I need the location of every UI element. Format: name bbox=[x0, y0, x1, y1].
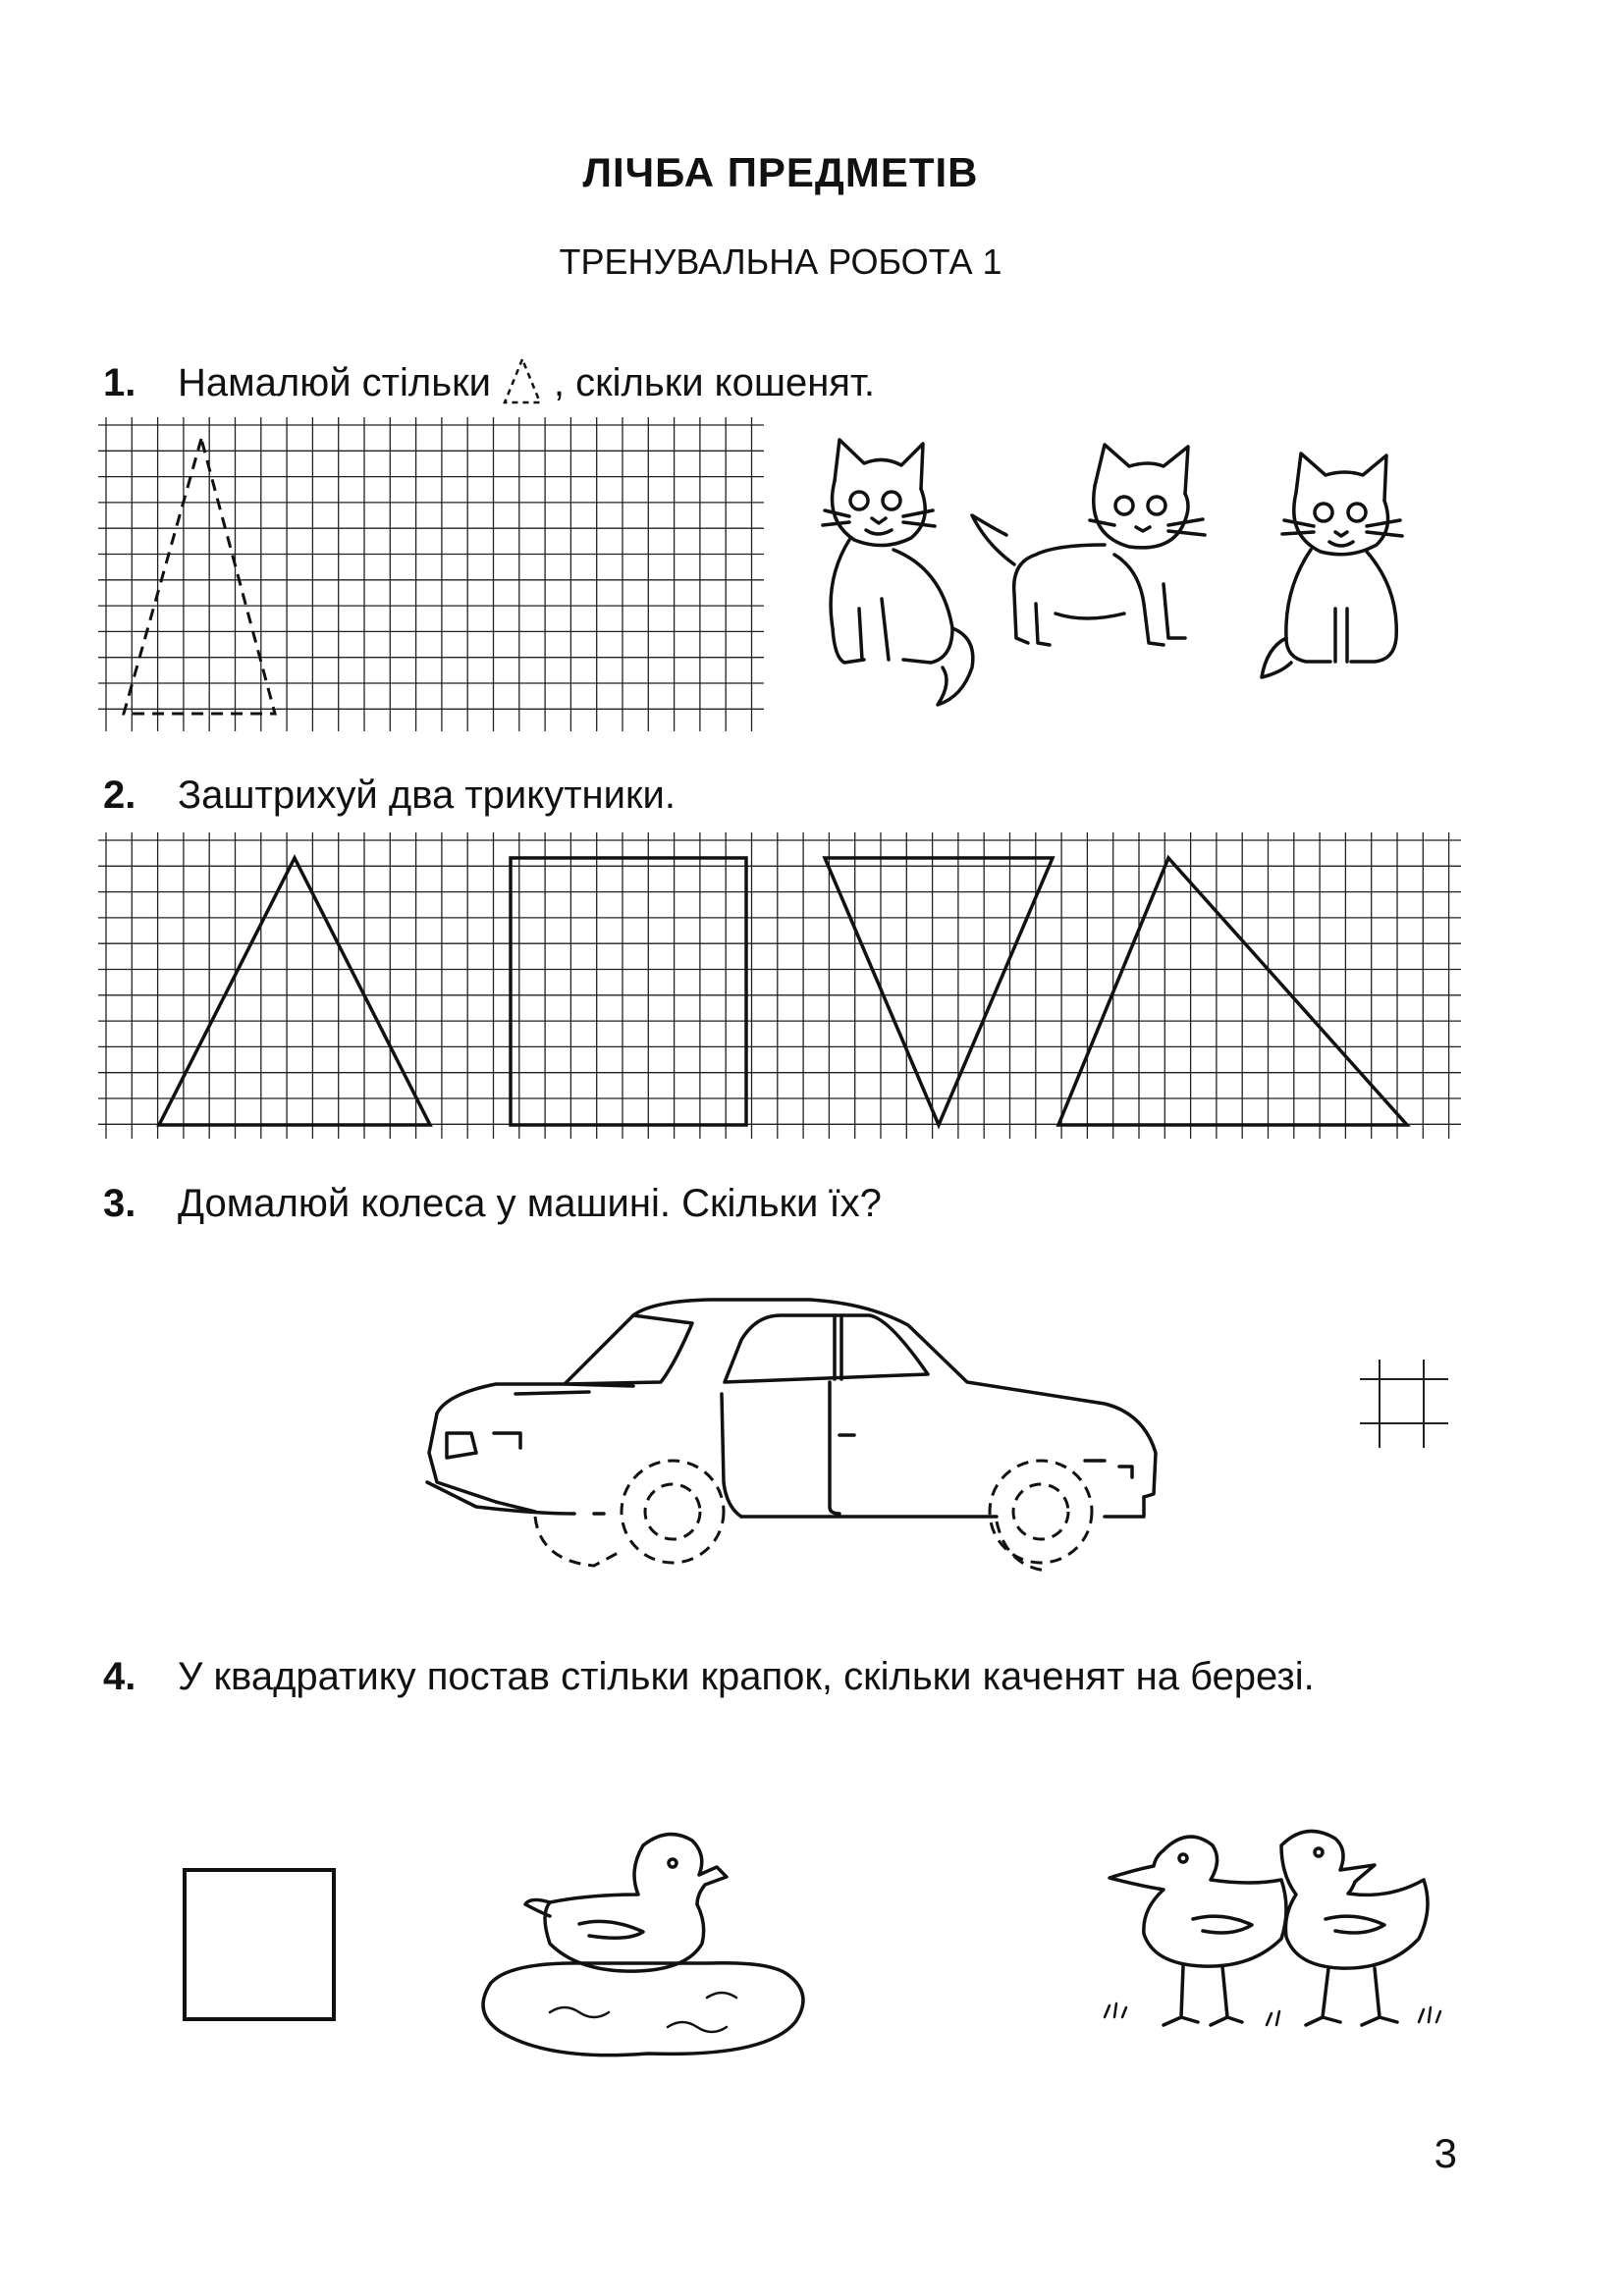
kitten-front bbox=[1257, 442, 1438, 692]
two-ducklings-on-shore bbox=[1095, 1821, 1448, 2066]
task-4-answer-square[interactable] bbox=[183, 1868, 336, 2021]
duckling-in-puddle bbox=[471, 1826, 815, 2071]
task-4 bbox=[103, 1649, 1478, 1704]
task-1 bbox=[103, 355, 875, 410]
task-4-number: 4. bbox=[103, 1655, 136, 1698]
task-3 bbox=[103, 1176, 882, 1231]
car-outline bbox=[417, 1286, 1173, 1610]
kitten-walking bbox=[967, 437, 1237, 677]
right-triangle-shape bbox=[1058, 858, 1407, 1125]
task-1-text-after: , скільки кошенят. bbox=[553, 361, 875, 404]
task-3-number: 3. bbox=[103, 1182, 136, 1225]
inverted-triangle-shape bbox=[825, 858, 1053, 1125]
task-4-text: У квадратику постав стільки крапок, скільки каченят на березі. bbox=[178, 1655, 1315, 1698]
task-1-dashed-triangle bbox=[98, 417, 776, 741]
square-shape bbox=[511, 858, 746, 1125]
dashed-triangle-icon bbox=[497, 355, 548, 410]
page-subtitle: ТРЕНУВАЛЬНА РОБОТА 1 bbox=[559, 241, 1002, 282]
page-number: 3 bbox=[1434, 2130, 1457, 2176]
triangle-shape bbox=[159, 858, 430, 1125]
task-2-number: 2. bbox=[103, 774, 136, 817]
task-2-shapes bbox=[98, 832, 1465, 1147]
task-3-text: Домалюй колеса у машині. Скільки їх? bbox=[178, 1182, 882, 1225]
task-2 bbox=[103, 768, 676, 823]
task-2-text: Заштрихуй два трикутники. bbox=[178, 774, 676, 817]
kitten-sitting bbox=[805, 432, 992, 717]
task-1-text-before: Намалюй стільки bbox=[178, 361, 491, 404]
page-title: ЛІЧБА ПРЕДМЕТІВ bbox=[582, 149, 979, 195]
task-1-number: 1. bbox=[103, 361, 136, 404]
task-3-answer-box[interactable] bbox=[1355, 1355, 1453, 1453]
